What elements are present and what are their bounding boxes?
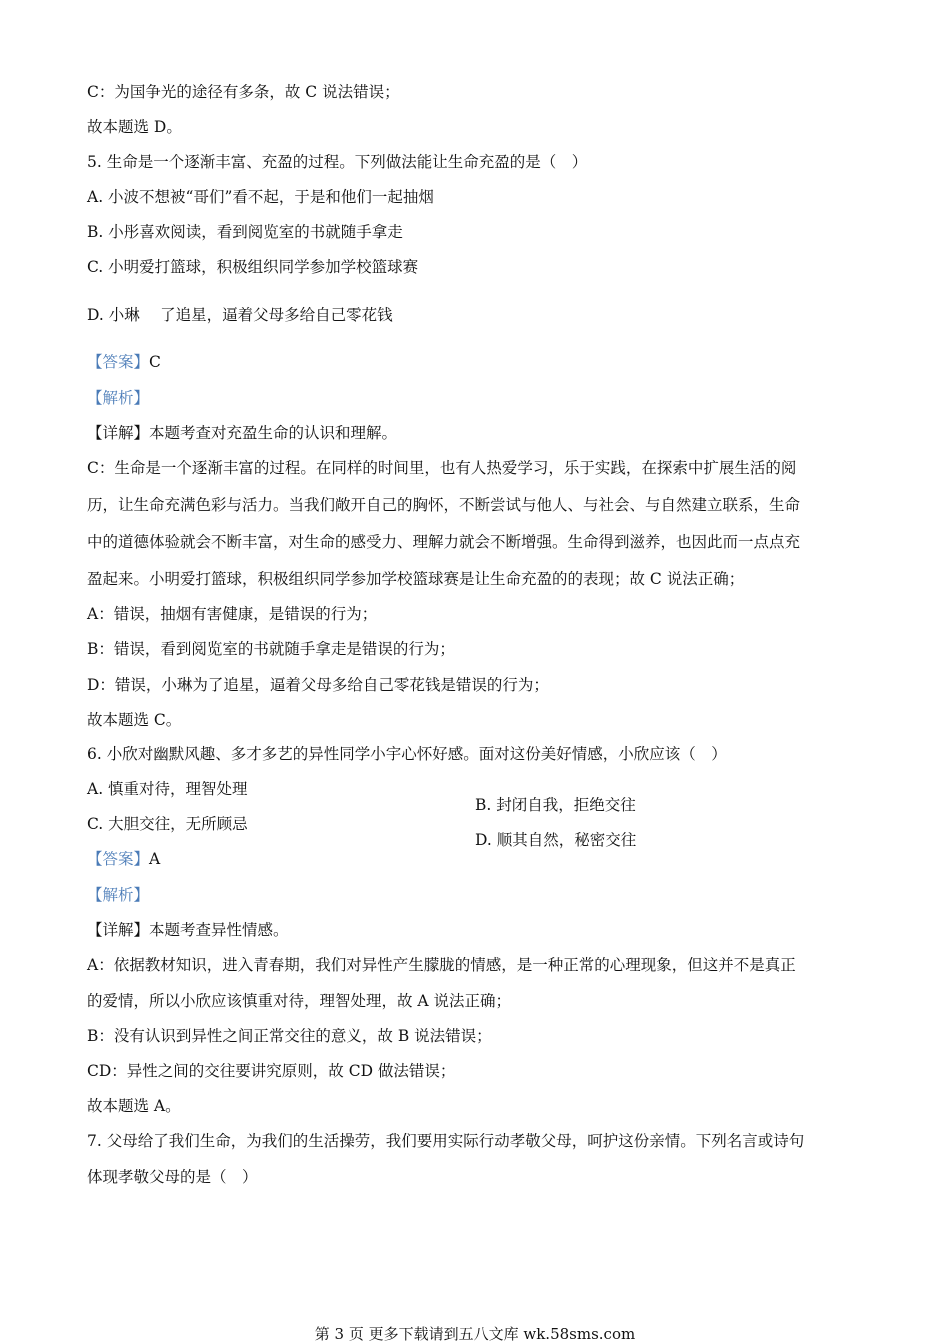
page-footer: 第 3 页 更多下载请到五八文库 wk.58sms.com — [314, 1325, 636, 1343]
q6-explanation-line: CD：异性之间的交往要讲究原则，故 CD 做法错误； — [87, 1062, 456, 1080]
q6-explanation-line: 的爱情，所以小欣应该慎重对待，理智处理，故 A 说法正确； — [87, 992, 512, 1010]
q7-stem-line: 7. 父母给了我们生命，为我们的生活操劳，我们要用实际行动孝敬父母，呵护这份亲情。下列名言或诗句 — [87, 1132, 805, 1150]
detail-text: 本题考查异性情感。 — [149, 921, 289, 939]
q5-option-b: B. 小彤喜欢阅读，看到阅览室的书就随手拿走 — [87, 223, 403, 241]
q6-detail — [87, 920, 289, 940]
q5-explanation-line: 中的道德体验就会不断丰富，对生命的感受力、理解力就会不断增强。生命得到滋养，也因此而一点点充 — [87, 533, 801, 551]
q5-option-c: C. 小明爱打篮球，积极组织同学参加学校篮球赛 — [87, 258, 419, 276]
q5-option-d: D. 小琳 了追星，逼着父母多给自己零花钱 — [87, 306, 393, 324]
q5-explanation-line: 历，让生命充满色彩与活力。当我们敞开自己的胸怀，不断尝试与他人、与社会、与自然建立联系，生命 — [87, 496, 801, 514]
q5-explanation-line: C：生命是一个逐渐丰富的过程。在同样的时间里，也有人热爱学习，乐于实践，在探索中扩展生活的阅 — [87, 459, 797, 477]
q5-stem: 5. 生命是一个逐渐丰富、充盈的过程。下列做法能让生命充盈的是（ ） — [87, 153, 588, 171]
q7-stem-line: 体现孝敬父母的是（ ） — [87, 1168, 258, 1186]
q5-answer — [87, 352, 161, 372]
answer-tag: 【答案】 — [87, 850, 150, 868]
q6-conclusion: 故本题选 A。 — [87, 1097, 181, 1115]
q6-analysis-tag: 【解析】 — [87, 886, 150, 904]
q5-detail — [87, 423, 397, 443]
answer-value: A — [149, 850, 161, 868]
q6-option-a: A. 慎重对待，理智处理 — [87, 780, 248, 798]
q5-explanation-line: B：错误，看到阅览室的书就随手拿走是错误的行为； — [87, 640, 455, 658]
q4-option-c-explanation: C：为国争光的途径有多条，故 C 说法错误； — [87, 83, 400, 101]
answer-tag: 【答案】 — [87, 353, 150, 371]
q6-answer — [87, 849, 160, 869]
q6-option-c: C. 大胆交往，无所顾忌 — [87, 815, 248, 833]
q5-explanation-line: D：错误，小琳为了追星，逼着父母多给自己零花钱是错误的行为； — [87, 676, 549, 694]
detail-tag: 【详解】 — [87, 921, 150, 939]
q6-explanation-line: B：没有认识到异性之间正常交往的意义，故 B 说法错误； — [87, 1027, 492, 1045]
q5-option-a: A. 小波不想被“哥们”看不起，于是和他们一起抽烟 — [87, 188, 434, 206]
q4-conclusion: 故本题选 D。 — [87, 118, 182, 136]
detail-text: 本题考查对充盈生命的认识和理解。 — [149, 424, 398, 442]
q6-option-b: B. 封闭自我，拒绝交往 — [475, 795, 636, 814]
q6-stem: 6. 小欣对幽默风趣、多才多艺的异性同学小宇心怀好感。面对这份美好情感，小欣应该（ ） — [87, 745, 727, 763]
q5-conclusion: 故本题选 C。 — [87, 711, 182, 729]
q6-option-d: D. 顺其自然，秘密交往 — [475, 830, 637, 849]
q5-explanation-line: 盈起来。小明爱打篮球，积极组织同学参加学校篮球赛是让生命充盈的的表现；故 C 说法正确； — [87, 570, 745, 588]
q6-explanation-line: A：依据教材知识，进入青春期，我们对异性产生朦胧的情感，是一种正常的心理现象，但这并不是真正 — [87, 956, 796, 974]
q5-explanation-line: A：错误，抽烟有害健康，是错误的行为； — [87, 605, 378, 623]
answer-value: C — [149, 353, 161, 371]
q5-analysis-tag: 【解析】 — [87, 389, 150, 407]
detail-tag: 【详解】 — [87, 424, 150, 442]
